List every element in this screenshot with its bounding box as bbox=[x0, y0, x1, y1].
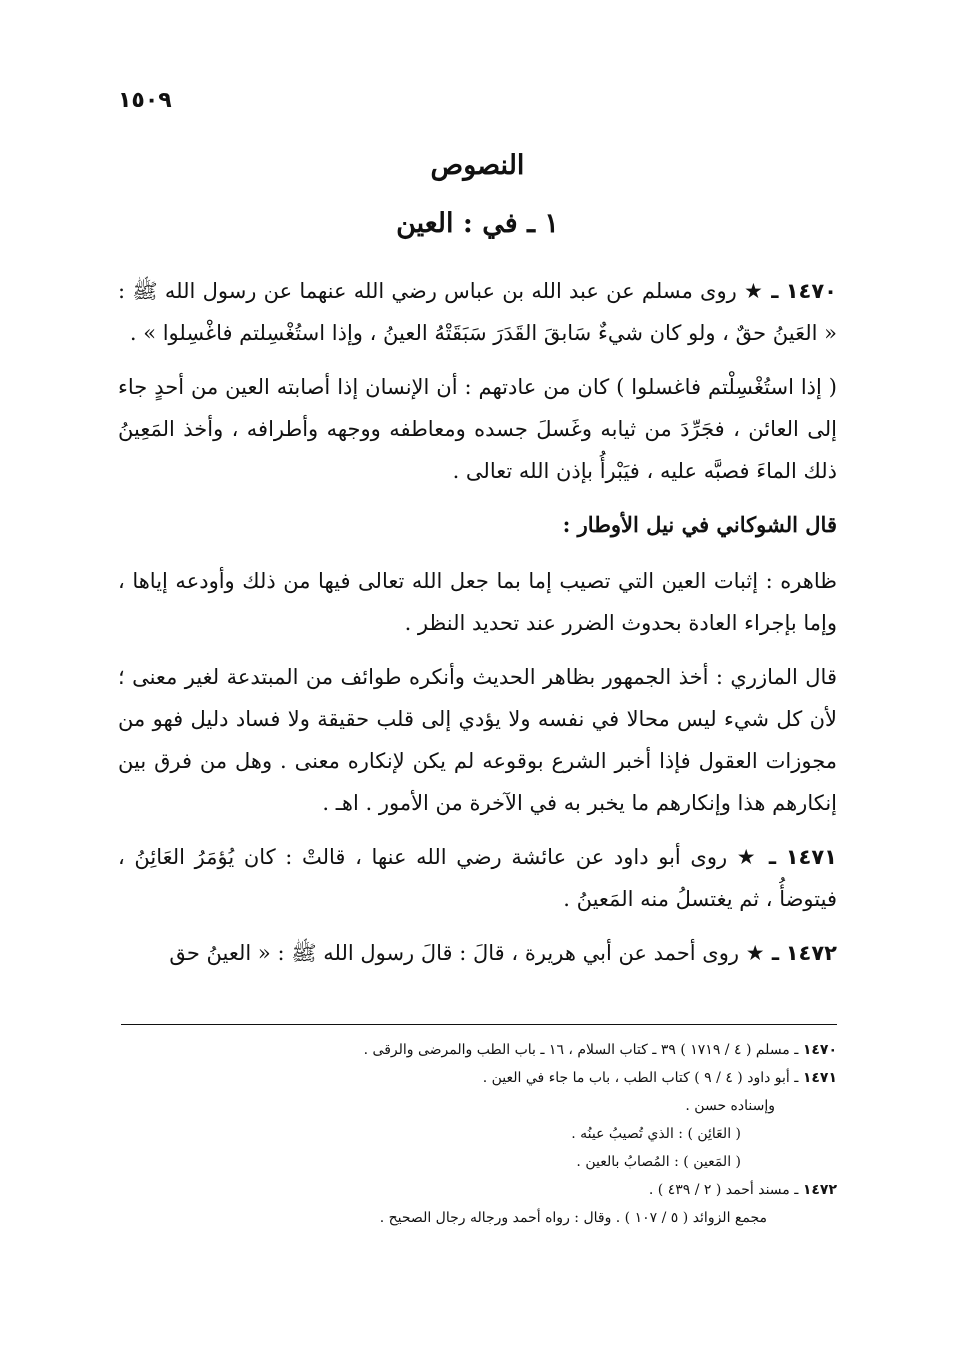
hadith-marker: ـ ★ bbox=[745, 941, 780, 965]
hadith-number: ١٤٧٢ bbox=[785, 941, 837, 965]
footnote-1471 bbox=[118, 1064, 837, 1092]
hadith-marker: ـ ★ bbox=[736, 845, 777, 869]
hadith-text: روى أحمد عن أبي هريرة ، قالَ : قالَ رسول الله ﷺ : « العينُ حق bbox=[169, 941, 740, 965]
hadith-marker: ـ ★ bbox=[744, 279, 779, 303]
footnote-text: ـ مسلم ( ٤ / ١٧١٩ ) ٣٩ ـ كتاب السلام ، ١٦ ـ باب الطب والمرضى والرقى . bbox=[363, 1042, 799, 1058]
footnote-maeen-definition: ( المَعين ) : المُصابُ بالعين . bbox=[576, 1154, 741, 1170]
section-title: النصوص bbox=[430, 150, 525, 181]
footnote-zawaid: مجمع الزوائد ( ٥ / ١٠٧ ) . وقال : رواه أحمد ورجاله رجال الصحيح . bbox=[379, 1210, 767, 1226]
footnotes bbox=[118, 1036, 837, 1232]
footnote-1472 bbox=[118, 1176, 837, 1204]
page-number: ١٥٠٩ bbox=[118, 88, 172, 113]
hadith-1471 bbox=[118, 836, 837, 920]
footnote-number: ١٤٧٠ bbox=[802, 1042, 837, 1058]
hadith-1472 bbox=[118, 932, 837, 974]
hadith-text: روى مسلم عن عبد الله بن عباس رضي الله عنهما عن رسول الله ﷺ : « العَينُ حقٌ ، ولو كان شيءٌ سَابقَ القَدَرَ سَبَقَتْهُ العينُ ، وإذا استُغْسِلتم فاغْسِلوا » . bbox=[118, 279, 837, 345]
footnote-ain-definition: ( العَائِن ) : الذي تُصيبُ عينُه . bbox=[571, 1126, 741, 1142]
footnote-1470 bbox=[118, 1036, 837, 1064]
hadith-number: ١٤٧٠ bbox=[785, 279, 837, 303]
footnote-divider bbox=[121, 1024, 837, 1025]
chapter-title: ١ ـ في : العين bbox=[396, 208, 559, 239]
shawkani-paragraph: ظاهره : إثبات العين التي تصيب إما بما جعل الله تعالى فيها من ذلك وأودعه إياها ، وإما بإجراء العادة بحدوث الضرر عند تحديد النظر . bbox=[118, 569, 837, 635]
footnote-isnad: وإسناده حسن . bbox=[685, 1098, 775, 1114]
footnote-number: ١٤٧١ bbox=[802, 1070, 837, 1086]
main-text bbox=[118, 270, 837, 980]
footnote-text: ـ مسند أحمد ( ٢ / ٤٣٩ ) . bbox=[648, 1182, 799, 1198]
shawkani-heading: قال الشوكاني في نيل الأوطار : bbox=[562, 512, 837, 537]
explanation-paragraph: ( إذا استُغْسِلْتم فاغسلوا ) كان من عادتهم : أن الإنسان إذا أصابته العين من أحدٍ جاء إلى العائن ، فجَرِّدَ من ثيابه وغَسلَ جسده ومعاطفه ووجهه وأطرافه ، وأخذ المَعِينُ ذلك الماءَ فصبَّه عليه ، فيَبْرأُ بإذن الله تعالى . bbox=[118, 375, 837, 483]
footnote-text: ـ أبو داود ( ٤ / ٩ ) كتاب الطب ، باب ما جاء في العين . bbox=[482, 1070, 799, 1086]
hadith-number: ١٤٧١ bbox=[785, 845, 837, 869]
hadith-text: روى أبو داود عن عائشة رضي الله عنها ، قالتْ : كان يُؤمَرُ العَائِنُ ، فيتوضأُ ، ثم يغتسلُ منه المَعينُ . bbox=[118, 845, 837, 911]
mazari-paragraph: قال المازري : أخذ الجمهور بظاهر الحديث وأنكره طوائف من المبتدعة لغير معنى ؛ لأن كل شيء ليس محالا في نفسه ولا يؤدي إلى قلب حقيقة ولا فساد دليل فهو من مجوزات العقول فإذا أخبر الشرع بوقوعه لم يكن لإنكاره معنى . وهل من فرق بين إنكارهم هذا وإنكارهم ما يخبر به في الآخرة من الأمور . اهـ . bbox=[118, 665, 837, 815]
footnote-number: ١٤٧٢ bbox=[802, 1182, 837, 1198]
hadith-1470 bbox=[118, 270, 837, 354]
